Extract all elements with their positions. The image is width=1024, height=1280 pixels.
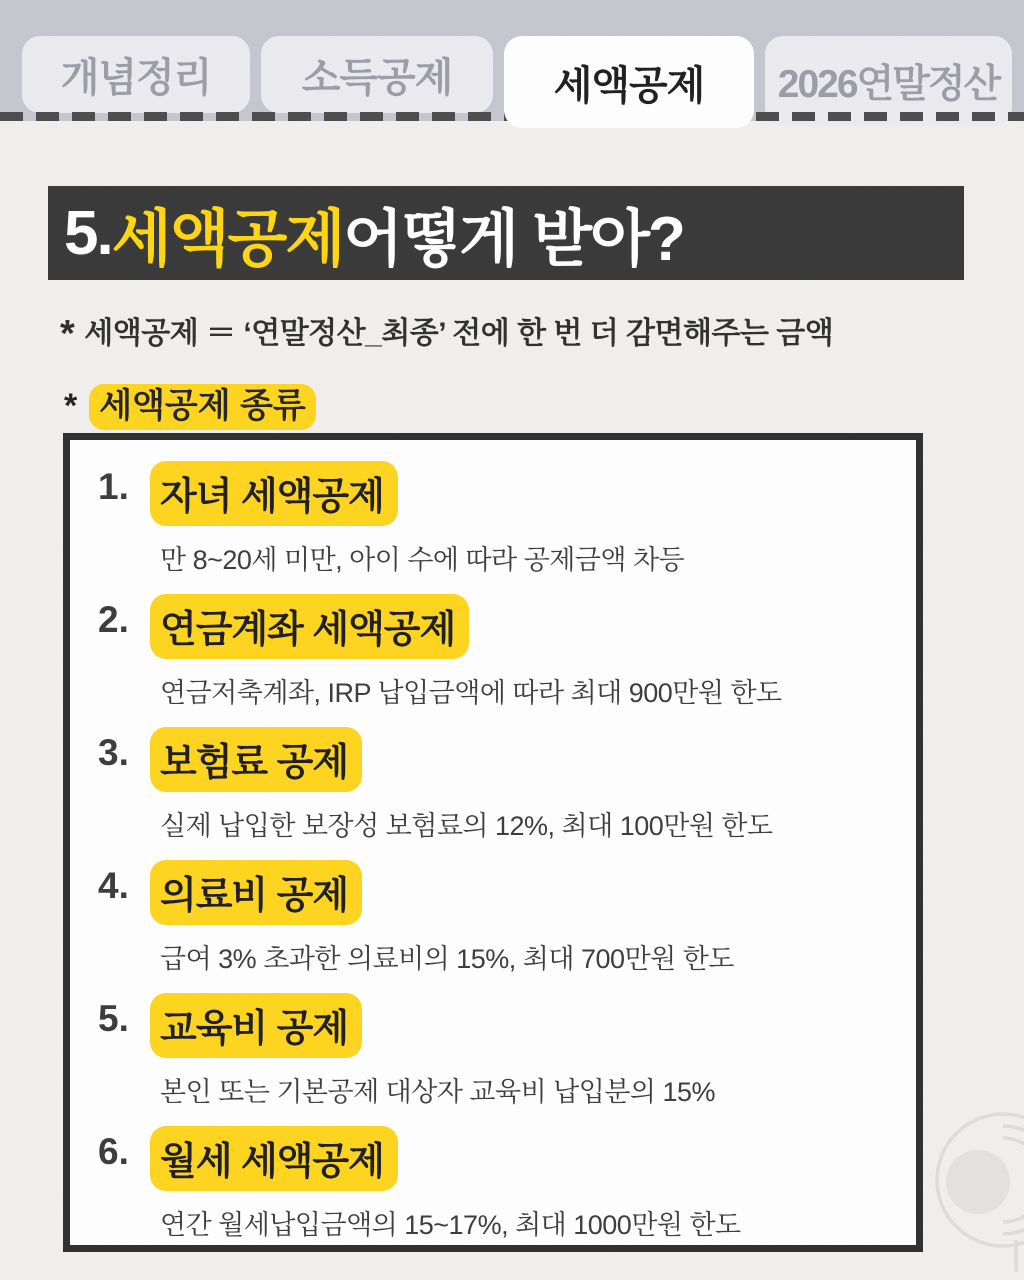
section-title-banner bbox=[48, 186, 964, 280]
asterisk-marker: * bbox=[60, 313, 75, 355]
item-number: 6. bbox=[98, 1131, 129, 1172]
title-highlight: 세액공제 bbox=[111, 204, 344, 274]
list-item bbox=[98, 461, 916, 594]
item-title-education-credit: 교육비 공제 bbox=[150, 993, 362, 1058]
item-description: 만 8~20세 미만, 아이 수에 따라 공제금액 차등 bbox=[160, 545, 685, 575]
item-number: 1. bbox=[98, 466, 129, 507]
item-description: 연간 월세납입금액의 15~17%, 최대 1000만원 한도 bbox=[160, 1210, 741, 1240]
tab-tax-credit-active[interactable]: 세액공제 bbox=[504, 36, 754, 128]
tab-income-deduction[interactable]: 소득공제 bbox=[261, 36, 493, 113]
item-title-medical-credit: 의료비 공제 bbox=[150, 860, 362, 925]
item-number: 2. bbox=[98, 599, 129, 640]
tab-2026-year-end-settlement[interactable]: 2026연말정산 bbox=[765, 36, 1012, 126]
list-item bbox=[98, 860, 916, 993]
title-number: 5. bbox=[64, 198, 112, 268]
types-label-highlight: 세액공제 종류 bbox=[89, 384, 316, 430]
item-title-monthly-rent-credit: 월세 세액공제 bbox=[150, 1126, 398, 1191]
item-title-child-tax-credit: 자녀 세액공제 bbox=[150, 461, 398, 526]
item-number: 4. bbox=[98, 865, 129, 906]
list-item bbox=[98, 993, 916, 1126]
list-item bbox=[98, 594, 916, 727]
list-item bbox=[98, 1126, 916, 1259]
asterisk-marker: * bbox=[64, 387, 78, 425]
item-number: 3. bbox=[98, 732, 129, 773]
title-rest: 어떻게 받아? bbox=[343, 204, 684, 274]
tab-concept-summary[interactable]: 개념정리 bbox=[22, 36, 250, 113]
item-description: 본인 또는 기본공제 대상자 교육비 납입분의 15% bbox=[160, 1077, 716, 1107]
deduction-list-box bbox=[63, 433, 923, 1252]
list-item bbox=[98, 727, 916, 860]
item-description: 급여 3% 초과한 의료비의 15%, 최대 700만원 한도 bbox=[160, 944, 734, 974]
definition-note bbox=[60, 308, 833, 356]
item-description: 연금저축계좌, IRP 납입금액에 따라 최대 900만원 한도 bbox=[160, 678, 782, 708]
item-title-pension-account-credit: 연금계좌 세액공제 bbox=[150, 594, 469, 659]
item-number: 5. bbox=[98, 998, 129, 1039]
header-tab-bar bbox=[0, 0, 1024, 121]
item-description: 실제 납입한 보장성 보험료의 12%, 최대 100만원 한도 bbox=[160, 811, 773, 841]
item-title-insurance-credit: 보험료 공제 bbox=[150, 727, 362, 792]
types-note bbox=[64, 378, 316, 427]
definition-text: 세액공제 ＝ ‘연말정산_최종’ 전에 한 번 더 감면해주는 금액 bbox=[84, 317, 834, 350]
